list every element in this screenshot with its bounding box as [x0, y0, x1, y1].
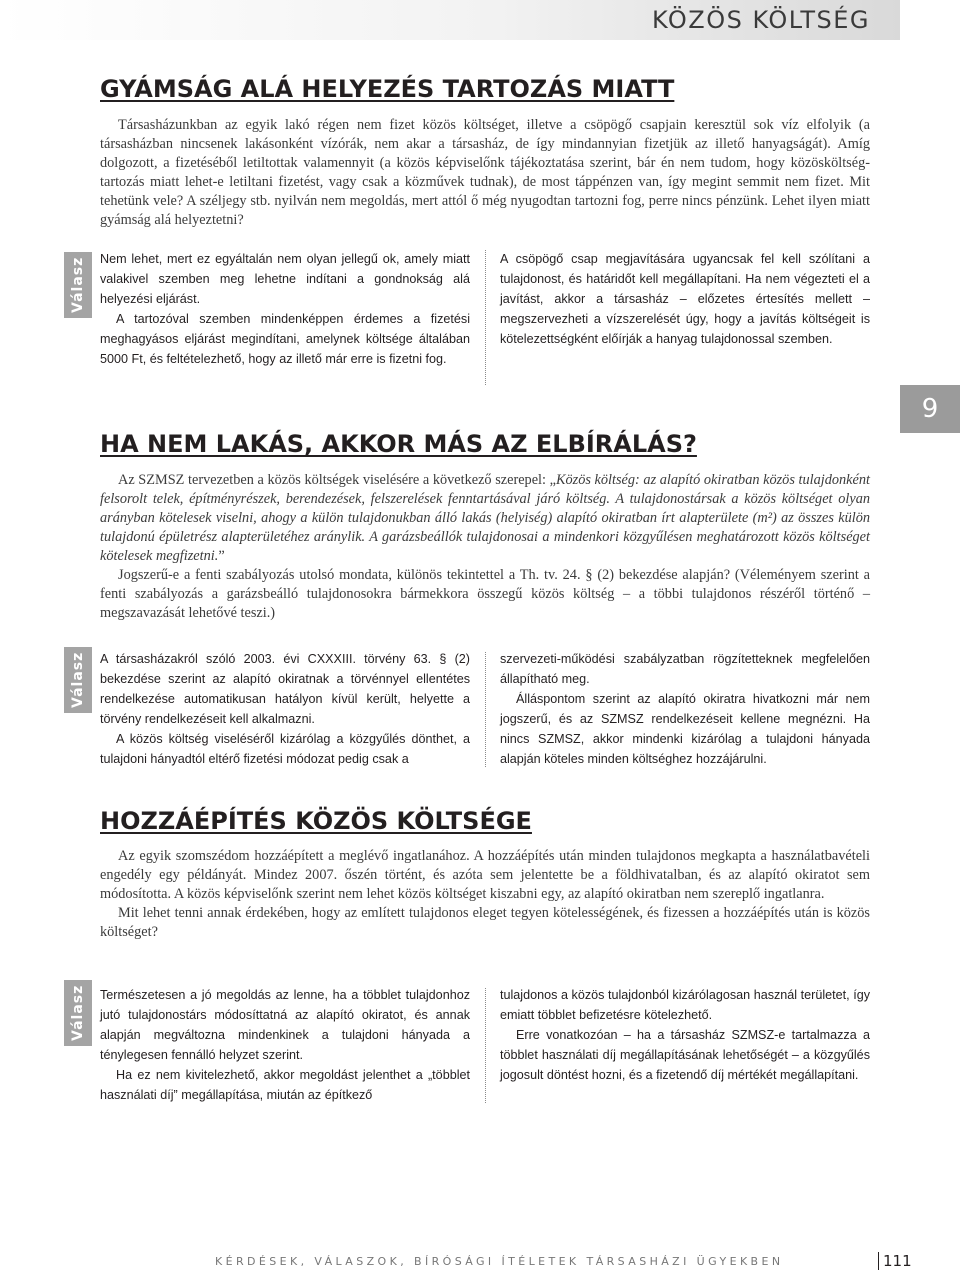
answer-2-left [100, 649, 470, 769]
answer-1-left-p1: Nem lehet, mert ez egyáltalán nem olyan jellegű ok, amely miatt valakivel szemben meg lehetne indítani a gondnokság alá helyezési eljárást. [100, 252, 470, 306]
answer-3-left [100, 985, 470, 1105]
section-title-3: HOZZÁÉPÍTÉS KÖZÖS KÖLTSÉGE [100, 807, 532, 835]
answer-label-2: Válasz [64, 647, 92, 713]
question-2-followup: Jogszerű-e a fenti szabályozás utolsó mondata, különös tekintettel a Th. tv. 24. § (2) bekezdése alapján? (Véleményem szerint a fenti szabályozás a garázsbeálló tulajdonosokra bármekkora összegű közös költség – a többi tulajdonos részéről történő – megszavazását lehetővé teszi.) [100, 567, 870, 621]
question-2 [100, 471, 870, 623]
question-3-text-1: Az egyik szomszédom hozzáépített a meglévő ingatlanához. A hozzáépítés után minden tulajdonos megkapta a használatbavételi engedély egy példányát. Mindez 2007. őszén történt, és azóta sem jelentette be a földhivatalban, és az alapító okiratot sem módosította. A közös képviselőnk szerint nem lehet közös költséget kiszabni egy, az alapító okiratban nem szereplő ingatlanra. [100, 848, 870, 902]
page-number: 111 [878, 1252, 912, 1270]
footer-book-title: KÉRDÉSEK, VÁLASZOK, BÍRÓSÁGI ÍTÉLETEK TÁRSASHÁZI ÜGYEKBEN [215, 1255, 784, 1268]
chapter-number-tab: 9 [900, 385, 960, 433]
answer-2-left-p1: A társasházakról szóló 2003. évi CXXXIII. törvény 63. § (2) bekezdése szerint az alapító okiratnak a törvénnyel ellentétes rendelkezése automatikusan hatályon kívül került, helyette a törvény rendelkezéseit kell alkalmazni. [100, 652, 470, 726]
answer-2-right-p2: Álláspontom szerint az alapító okiratra hivatkozni már nem jogszerű, és az SZMSZ rendelkezéseit kellene megnézni. Ha nincs SZMSZ, akkor mindenki kizárólag a tulajdoni hányada alapján köteles minden költséghez hozzájárulni. [500, 692, 870, 766]
question-1-text: Társasházunkban az egyik lakó régen nem fizet közös költséget, illetve a csöpögő csapjain keresztül sok víz elfolyik (a társasházban nincsenek lakásonként vízórák, nem akar a társasház, de így mindannyian fizetjük az illető hanyagságát). Amíg dolgozott, a fizetéséből letiltottak valamennyit (a közös képviselőnk tájékoztatása szerint, bár én nem tudom, hogy közösköltség-tartozás miatt lehet-e letiltani fizetést, vagy csak a közművek tudnak), de most táppénzen van, így megint semmit nem fizet. Mit tehetünk vele? A széljegy stb. nyilván nem megoldás, mert attól ő még nyugodtan tartozni fog, perre nincs pénzünk. Lehet ilyen miatt gyámság alá helyeztetni? [100, 117, 870, 228]
section-title-2: HA NEM LAKÁS, AKKOR MÁS AZ ELBÍRÁLÁS? [100, 430, 697, 458]
answer-3-right-p1: tulajdonos a közös tulajdonból kizárólagosan használ területet, így emiatt többlet befizetésre kötelezhető. [500, 988, 870, 1022]
answer-3-right [500, 985, 870, 1085]
question-2-intro: Az SZMSZ tervezetben a közös költségek viselésére a következő szerepel: „ [118, 472, 556, 488]
section-title-1: GYÁMSÁG ALÁ HELYEZÉS TARTOZÁS MIATT [100, 75, 675, 103]
question-3 [100, 847, 870, 942]
question-2-quote: Közös költség: az alapító okiratban közös tulajdonként felsorolt telek, építményrészek, berendezések, felszerelések fenntartásával járó költség. A tulajdonostársak a közös költséget olyan arányban kötelesek viselni, ahogy a külön tulajdonukban álló lakás (helyiség) alapító okiratban írt alapterülete (m²) az összes külön tulajdonú épületrész alapterületéhez aránylik. A garázsbeállók tulajdonosai a mindenkori közgyűlésen meghatározott közös költséget kötelesek megfizetni. [100, 472, 870, 564]
answer-3-left-p2: Ha ez nem kivitelezhető, akkor megoldást jelenthet a „többlet használati díj” megállapítása, miután az építkező [100, 1068, 470, 1102]
answer-3-left-p1: Természetesen a jó megoldás az lenne, ha a többlet tulajdonhoz jutó tulajdonostárs módosíttatná az alapító okiratot, és annak alapján megváltozna mindenkinek a tulajdoni hányada a ténylegesen fennálló helyzet szerint. [100, 988, 470, 1062]
answer-2-left-p2: A közös költség viseléséről kizárólag a közgyűlés dönthet, a tulajdoni hányadtól eltérő fizetési módozat pedig csak a [100, 732, 470, 766]
question-1 [100, 116, 870, 230]
answer-1-right-p1: A csöpögő csap megjavítására ugyancsak fel kell szólítani a tulajdonost, és határidőt kell megállapítani. Ha nem végezteti el a javítást, akkor a társasház – előzetes értesítés mellett – megszervezheti a vízszerelését úgy, hogy a javítás költségeit is kötelezettségként előírják a hanyag tulajdonossal szemben. [500, 252, 870, 346]
column-divider-2 [485, 652, 486, 767]
header-title: KÖZÖS KÖLTSÉG [651, 6, 870, 34]
answer-1-left-p2: A tartozóval szemben mindenképpen érdemes a fizetési meghagyásos eljárást megindítani, amelynek költsége általában 5000 Ft, és feltételezhető, hogy az illető már erre is fizetni fog. [100, 312, 470, 366]
answer-label-1: Válasz [64, 252, 92, 318]
answer-3-right-p2: Erre vonatkozóan – ha a társasház SZMSZ-e tartalmazza a többlet használati díj megállapításának lehetőségét – a közgyűlés jogosult döntést hozni, és a fizetendő díj mértékét megállapítani. [500, 1028, 870, 1082]
answer-2-right [500, 649, 870, 769]
answer-2-right-p1: szervezeti-működési szabályzatban rögzítetteknek megfelelően állapítható meg. [500, 652, 870, 686]
question-2-quote-end: ” [218, 548, 225, 564]
question-2-text [100, 471, 870, 566]
answer-1-right [500, 249, 870, 349]
column-divider-1 [485, 250, 486, 385]
answer-label-3: Válasz [64, 980, 92, 1046]
answer-1-left [100, 249, 470, 369]
column-divider-3 [485, 988, 486, 1103]
question-3-text-2: Mit lehet tenni annak érdekében, hogy az említett tulajdonos eleget tegyen kötelességének, és fizessen a hozzáépítés után is közös költséget? [100, 905, 870, 940]
